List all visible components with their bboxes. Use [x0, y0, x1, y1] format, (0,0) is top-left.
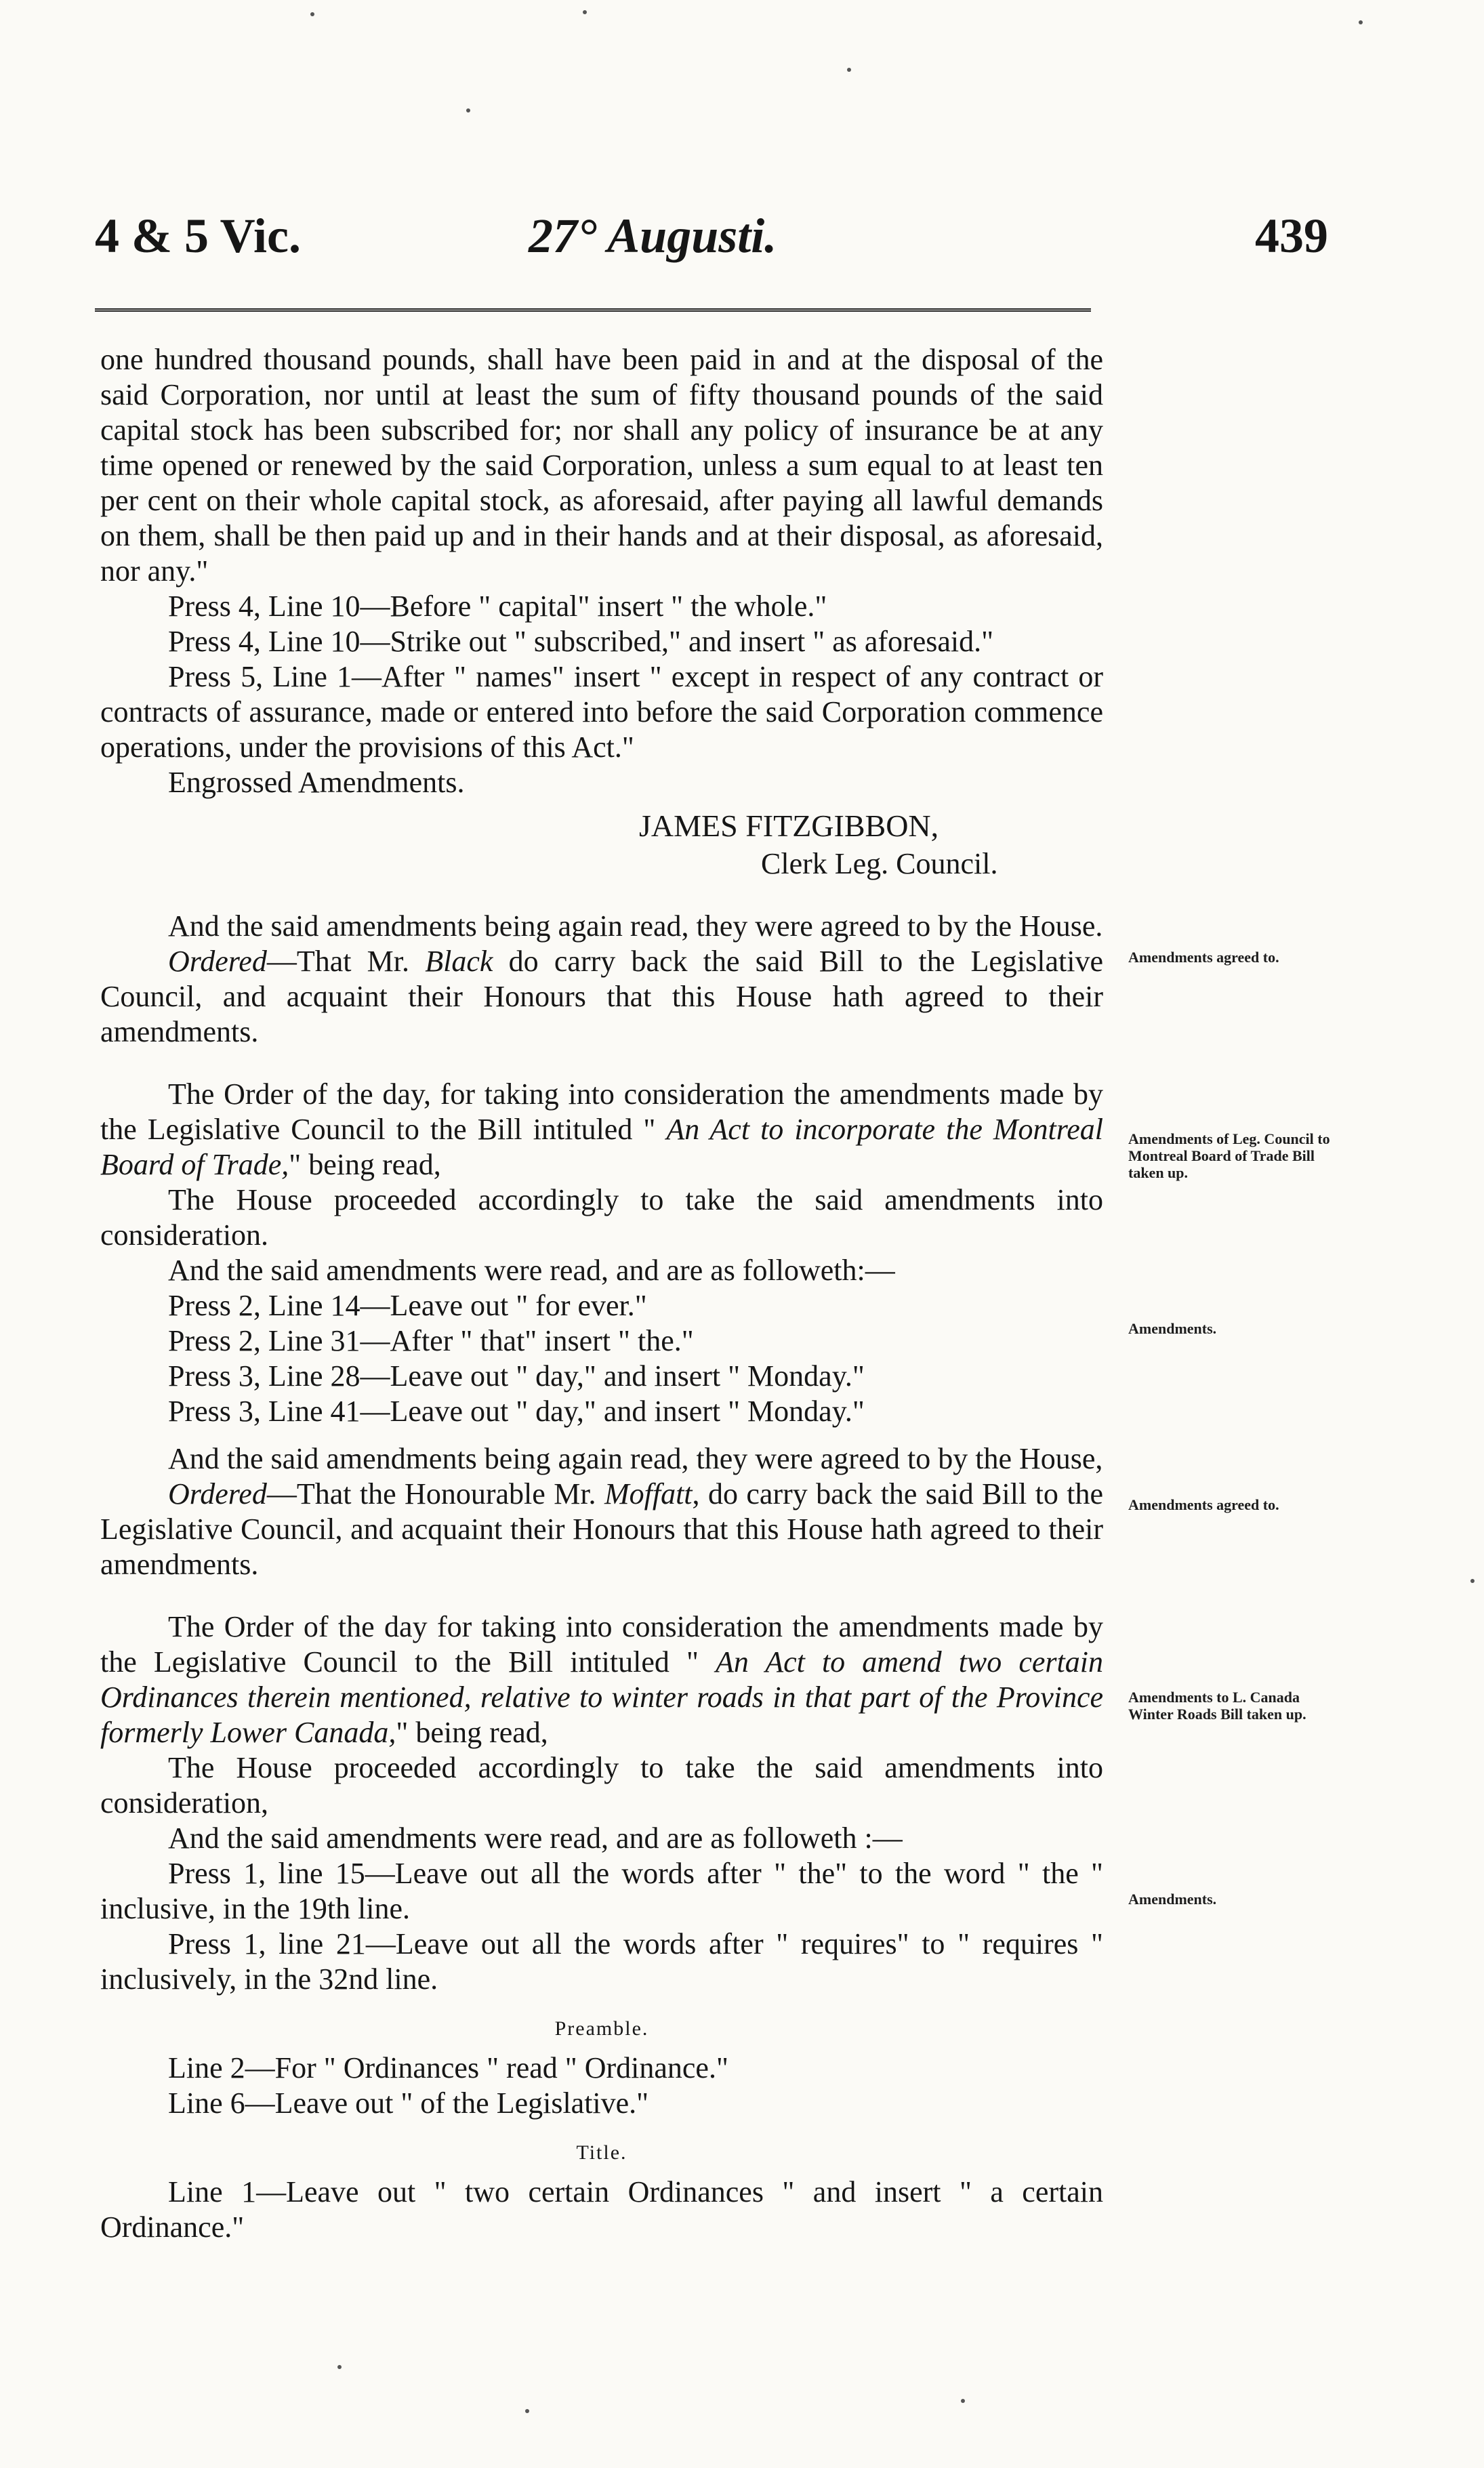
bill-title: An Act to amend two certain Ordinances therein mentioned, relative to winter roads in that part of the Province formerly Lower Canada, — [100, 1645, 1103, 1749]
speck — [466, 108, 470, 112]
margin-note: Amendments agreed to. — [1128, 1496, 1279, 1513]
paragraph — [100, 1609, 1103, 1750]
paragraph: Press 1, line 21—Leave out all the words after " requires" to " requires " inclusively, in the 32nd line. — [100, 1927, 1103, 1996]
paragraph: Press 1, line 15—Leave out all the words after " the" to the word " the " inclusive, in the 19th line. — [100, 1857, 1103, 1925]
speck — [310, 12, 314, 16]
margin-note: Amendments. — [1128, 1320, 1217, 1337]
section-heading-title — [100, 2133, 1103, 2171]
text-span: —That the Honourable Mr. — [266, 1477, 604, 1510]
text-span: —That Mr. — [266, 945, 426, 978]
paragraph — [100, 1477, 1103, 1582]
paragraph: one hundred thousand pounds, shall have been paid in and at the disposal of the said Corporation, nor until at least the sum of fifty thousand pounds of the said capital stock has been subscribed for; nor shall any policy of insurance be at any time opened or renewed by the said Corporation, unless a sum equal to at least ten per cent on their whole capital stock, as aforesaid, after paying all lawful demands on them, shall be then paid up and in their hands and at their disposal, as aforesaid, nor any." — [100, 343, 1103, 588]
speck — [1359, 20, 1363, 24]
text-span: The Order of the day for taking into consideration the amendments made by the Legislative Council to the Bill intituled " — [100, 1610, 1103, 1679]
paragraph: Press 2, Line 14—Leave out " for ever." — [168, 1289, 647, 1322]
signature-title: Clerk Leg. Council. — [761, 847, 998, 880]
paragraph: And the said amendments were read, and are as followeth :— — [168, 1822, 903, 1855]
paragraph: The House proceeded accordingly to take the said amendments into consideration. — [100, 1183, 1103, 1252]
margin-note: Amendments agreed to. — [1128, 949, 1279, 966]
speck — [583, 10, 587, 14]
speck — [337, 2365, 342, 2369]
paragraph: And the said amendments were read, and are as followeth:— — [168, 1254, 895, 1287]
session-label: 4 & 5 Vic. — [95, 209, 301, 263]
paragraph — [100, 1077, 1103, 1182]
bill-title: An Act to incorporate the Montreal Board of Trade, — [100, 1113, 1103, 1181]
paragraph: Press 4, Line 10—Before " capital" insert " the whole." — [168, 590, 827, 623]
heading-text: Title. — [576, 2141, 627, 2164]
body-text — [100, 342, 1103, 2245]
signature-name: JAMES FITZGIBBON, — [639, 808, 939, 843]
paragraph: Line 2—For " Ordinances " read " Ordinance." — [168, 2051, 728, 2084]
margin-note: Amendments of Leg. Council to Montreal Board of Trade Bill taken up. — [1128, 1130, 1330, 1181]
speck — [1470, 1579, 1475, 1583]
ordered-label: Ordered — [168, 945, 267, 978]
paragraph: Press 4, Line 10—Strike out " subscribed," and insert " as aforesaid." — [168, 625, 994, 658]
paragraph: Press 3, Line 28—Leave out " day," and insert " Monday." — [168, 1359, 865, 1393]
paragraph: Press 2, Line 31—After " that" insert " the." — [168, 1324, 694, 1357]
paragraph — [100, 944, 1103, 1050]
speck — [525, 2409, 529, 2413]
margin-note: Amendments. — [1128, 1891, 1217, 1908]
section-heading-preamble — [100, 2009, 1103, 2047]
member-name: Black — [425, 945, 493, 978]
paragraph: And the said amendments being again read, they were agreed to by the House, — [168, 1442, 1103, 1475]
heading-text: Preamble. — [554, 2017, 649, 2040]
running-header — [95, 202, 1328, 276]
margin-note: Amendments to L. Canada Winter Roads Bill taken up. — [1128, 1689, 1306, 1723]
member-name: Moffatt — [604, 1477, 693, 1510]
paragraph: The House proceeded accordingly to take the said amendments into consideration, — [100, 1751, 1103, 1819]
date-label: 27° Augusti. — [529, 209, 777, 263]
paragraph: Line 6—Leave out " of the Legislative." — [168, 2086, 649, 2120]
paragraph: Engrossed Amendments. — [168, 766, 465, 799]
speck — [847, 68, 851, 72]
text-span: " being read, — [396, 1716, 548, 1749]
text-span: , do carry back the said Bill to the Legislative Council, and acquaint their Honours that this House hath agreed to their amendments. — [100, 1477, 1103, 1581]
paragraph: And the said amendments being again read, they were agreed to by the House. — [168, 909, 1103, 943]
ordered-label: Ordered — [168, 1477, 267, 1510]
speck — [961, 2399, 965, 2403]
page-number: 439 — [1255, 209, 1328, 263]
text-span: " being read, — [289, 1148, 441, 1181]
text-span: The Order of the day, for taking into consideration the amendments made by the Legislative Council to the Bill intituled " — [100, 1077, 1103, 1146]
paragraph: Line 1—Leave out " two certain Ordinances " and insert " a certain Ordinance." — [100, 2175, 1103, 2244]
text-span: do carry back the said Bill to the Legislative Council, and acquaint their Honours that this House hath agreed to their amendments. — [100, 945, 1103, 1048]
header-rule — [95, 308, 1091, 312]
paragraph: Press 5, Line 1—After " names" insert " except in respect of any contract or contracts of assurance, made or entered into before the said Corporation commence operations, under the provisions of this Act." — [100, 660, 1103, 764]
paragraph: Press 3, Line 41—Leave out " day," and insert " Monday." — [168, 1395, 865, 1428]
